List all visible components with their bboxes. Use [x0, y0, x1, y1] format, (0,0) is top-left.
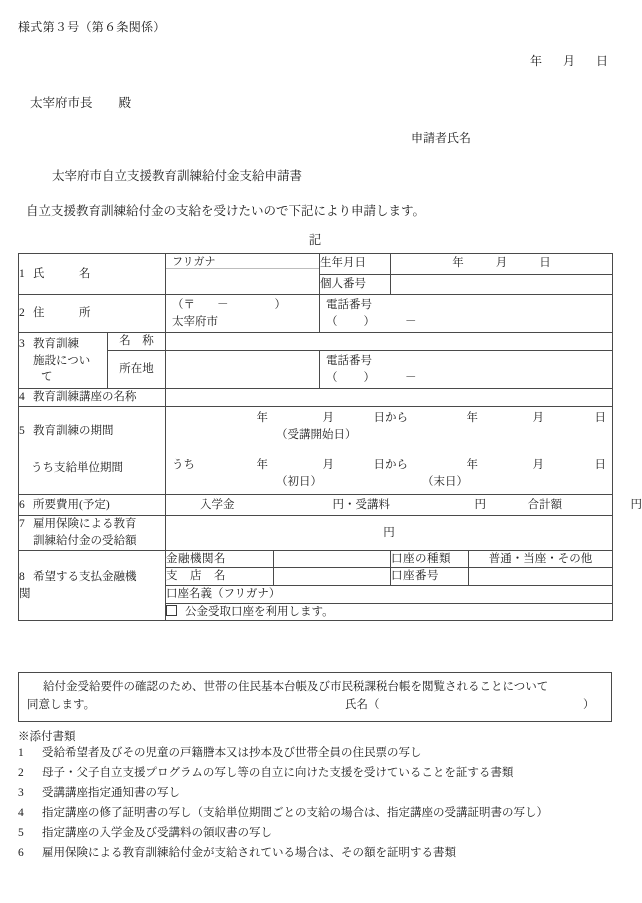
tel-label-row2: 電話番号 [326, 299, 373, 311]
institution-address-value[interactable] [166, 351, 320, 389]
attachment-text: 受給希望者及びその児童の戸籍謄本又は抄本及び世帯全員の住民票の写し [42, 747, 422, 759]
attachment-number: 3 [18, 787, 24, 799]
birthdate-value-cell[interactable] [391, 254, 613, 275]
institution-address-label: 所在地 [108, 351, 166, 389]
row8-number: 8 [19, 570, 25, 583]
period-line-2[interactable] [172, 457, 606, 474]
period1-month: 月 [322, 412, 334, 425]
attachment-number: 4 [18, 807, 24, 819]
period1-year: 年 [256, 412, 268, 425]
attachment-number: 1 [18, 747, 24, 759]
row6-label-cell [19, 494, 166, 516]
row7-label-line2: 訓練給付金の受給額 [33, 535, 137, 548]
table-row-name [19, 254, 613, 275]
row1-label: 氏 名 [33, 267, 91, 280]
branch-label: 支 店 名 [166, 568, 274, 586]
table-row-course-name [19, 389, 613, 407]
postal-dash: － [217, 299, 229, 311]
attachment-text: 母子・父子自立支援プログラムの写し等の自立に向けた支援を受けていることを証する書類 [42, 767, 514, 779]
cost-yen-2: 円 [474, 498, 486, 511]
tel-label-row3: 電話番号 [326, 355, 373, 368]
tel-fields-row2[interactable] [326, 314, 606, 331]
attachment-text: 指定講座の修了証明書の写し（支給単位期間ごとの支給の場合は、指定講座の受講証明書の写し） [42, 807, 548, 819]
form-number: 様式第３号（第６条関係） [18, 20, 166, 34]
account-holder-label[interactable]: 口座名義（フリガナ） [166, 586, 613, 604]
course-name-value[interactable] [166, 389, 613, 407]
date-year-label: 年 [529, 54, 542, 68]
addressee-name: 太宰府市長 [30, 96, 93, 110]
row8-label-line1: 希望する支払金融機 [33, 570, 137, 583]
period2-year: 年 [256, 459, 268, 472]
name-value[interactable] [166, 269, 319, 294]
list-item [18, 808, 618, 820]
row7-label-line1: 雇用保険による教育 [33, 518, 137, 531]
table-row-cost [19, 494, 613, 516]
row2-label: 住 所 [33, 307, 91, 320]
row7-label-cell [19, 516, 166, 550]
list-item [18, 748, 618, 760]
row2-number: 2 [19, 307, 25, 320]
list-item [18, 828, 618, 840]
list-item [18, 848, 618, 860]
birth-day-label: 日 [539, 257, 551, 270]
row8-label-cell [19, 550, 166, 621]
attachment-number: 6 [18, 847, 24, 859]
row4-label-cell [19, 389, 166, 407]
table-row-institution-address [19, 351, 613, 389]
row1-label-cell [19, 254, 166, 295]
cost-value-cell[interactable] [166, 494, 642, 516]
row8-label-line2: 関 [19, 587, 31, 600]
tel-fields-row3[interactable] [326, 370, 606, 387]
date-month-label: 月 [562, 54, 575, 68]
name-input-cell[interactable] [166, 254, 320, 295]
consent-name-close: ） [583, 699, 595, 712]
birth-year-label: 年 [452, 257, 464, 270]
row2-label-cell [19, 295, 166, 333]
cost-yen-3: 円 [630, 498, 642, 511]
consent-name-label[interactable]: 氏名（ [345, 699, 380, 712]
entrance-fee-label: 入学金 [200, 498, 235, 511]
attachment-text: 指定講座の入学金及び受講料の領収書の写し [42, 827, 272, 839]
period1-month2: 月 [532, 412, 544, 425]
address-input-cell[interactable] [166, 295, 320, 333]
page-title: 太宰府市自立支援教育訓練給付金支給申請書 [52, 169, 303, 183]
postal-mark: （〒 [172, 299, 195, 311]
attachment-text: 受講講座指定通知書の写し [42, 787, 180, 799]
uchi-label: うち [172, 459, 195, 472]
attachment-number: 5 [18, 827, 24, 839]
date-entry-line [530, 52, 608, 69]
period2-note-last: （末日） [422, 476, 468, 489]
row3-label-line2: 施設につい [33, 354, 91, 367]
consent-agree-text: 同意します。 [27, 699, 96, 712]
postal-close-paren: ） [274, 299, 286, 311]
account-number-label: 口座番号 [391, 568, 469, 586]
period-line-1[interactable] [172, 410, 606, 427]
birthdate-label: 生年月日 [320, 254, 391, 275]
period1-day2: 日 [594, 412, 606, 425]
row3-number: 3 [19, 337, 25, 350]
table-row-training-period [19, 407, 613, 495]
postal-code-line[interactable] [166, 295, 319, 314]
furigana-label: フリガナ [166, 254, 319, 269]
branch-value[interactable] [274, 568, 391, 586]
insurance-benefit-value[interactable] [166, 516, 613, 550]
tel-open-paren-row3: （ [326, 371, 338, 384]
account-type-label: 口座の種類 [391, 550, 469, 568]
table-row-address [19, 295, 613, 333]
attachments-list [18, 748, 618, 868]
intro-statement: 自立支援教育訓練給付金の支給を受けたいので下記により申請します。 [26, 204, 426, 218]
tel-dash-row3: － [405, 371, 417, 384]
list-item [18, 788, 618, 800]
mynumber-value[interactable] [391, 274, 613, 295]
date-day-label: 日 [595, 54, 608, 68]
row5-number: 5 [19, 425, 25, 438]
addressee-line [30, 93, 131, 111]
period2-from: 日から [373, 459, 408, 472]
period1-year2: 年 [466, 412, 478, 425]
row5-label-cell [19, 407, 166, 495]
period2-month: 月 [322, 459, 334, 472]
application-table [18, 253, 642, 621]
bank-name-label: 金融機関名 [166, 550, 274, 568]
list-item [18, 768, 618, 780]
account-type-options[interactable]: 普通・当座・その他 [469, 550, 613, 568]
period2-month2: 月 [532, 459, 544, 472]
institution-name-label: 名 称 [108, 333, 166, 351]
row7-number: 7 [19, 518, 25, 531]
row1-number: 1 [19, 267, 25, 280]
row6-number: 6 [19, 498, 25, 511]
period2-year2: 年 [466, 459, 478, 472]
cost-yen-1: 円・受講料 [332, 498, 390, 511]
public-account-row[interactable] [166, 603, 613, 621]
row5-label2: うち支給単位期間 [31, 461, 123, 474]
ki-marker: 記 [308, 233, 322, 247]
period2-notes [172, 474, 606, 491]
row5-label: 教育訓練の期間 [33, 425, 114, 438]
period1-from: 日から [373, 412, 408, 425]
addressee-honorific: 殿 [118, 96, 132, 110]
attachment-number: 2 [18, 767, 24, 779]
row3-label-line3: て [41, 371, 53, 384]
bank-name-value[interactable] [274, 550, 391, 568]
institution-name-value[interactable] [166, 333, 613, 351]
period1-note: （受講開始日） [276, 428, 357, 441]
row6-label: 所要費用(予定) [33, 498, 110, 511]
row3-label-line1: 教育訓練 [33, 337, 79, 350]
table-row-insurance-benefit [19, 516, 613, 550]
consent-line-2 [27, 696, 603, 714]
mynumber-label: 個人番号 [320, 274, 391, 295]
row3-label-cell [19, 333, 108, 389]
public-account-label: 公金受取口座を利用します。 [185, 605, 334, 618]
row4-label: 教育訓練講座の名称 [33, 391, 137, 404]
consent-line-1: 給付金受給要件の確認のため、世帯の住民基本台帳及び市民税課税台帳を閲覧されることについて [43, 681, 549, 693]
attachment-text: 雇用保険による教育訓練給付金が支給されている場合は、その額を証明する書類 [42, 847, 456, 859]
city-prefill: 太宰府市 [172, 315, 218, 328]
attachments-heading: ※添付書類 [18, 731, 76, 743]
birth-month-label: 月 [495, 257, 508, 270]
row4-number: 4 [19, 391, 25, 404]
consent-box [18, 672, 612, 722]
address-tel-cell[interactable] [320, 295, 613, 333]
tel-close-paren-row3: ） [363, 371, 376, 384]
training-period-cell[interactable] [166, 407, 613, 495]
tel-close-paren: ） [363, 315, 376, 328]
insurance-yen-label: 円 [383, 526, 395, 539]
applicant-name-label: 申請者氏名 [411, 131, 472, 145]
period2-note-first: （初日） [276, 476, 322, 489]
account-number-value[interactable] [469, 568, 613, 586]
institution-tel-cell[interactable] [320, 351, 613, 389]
tel-dash: － [405, 315, 417, 328]
cost-total-label: 合計額 [527, 498, 562, 511]
period2-day2: 日 [594, 459, 606, 472]
tel-open-paren: （ [326, 315, 338, 328]
checkbox-icon[interactable] [166, 605, 177, 616]
table-row-bank-institution [19, 550, 613, 568]
table-row-institution-name [19, 333, 613, 351]
